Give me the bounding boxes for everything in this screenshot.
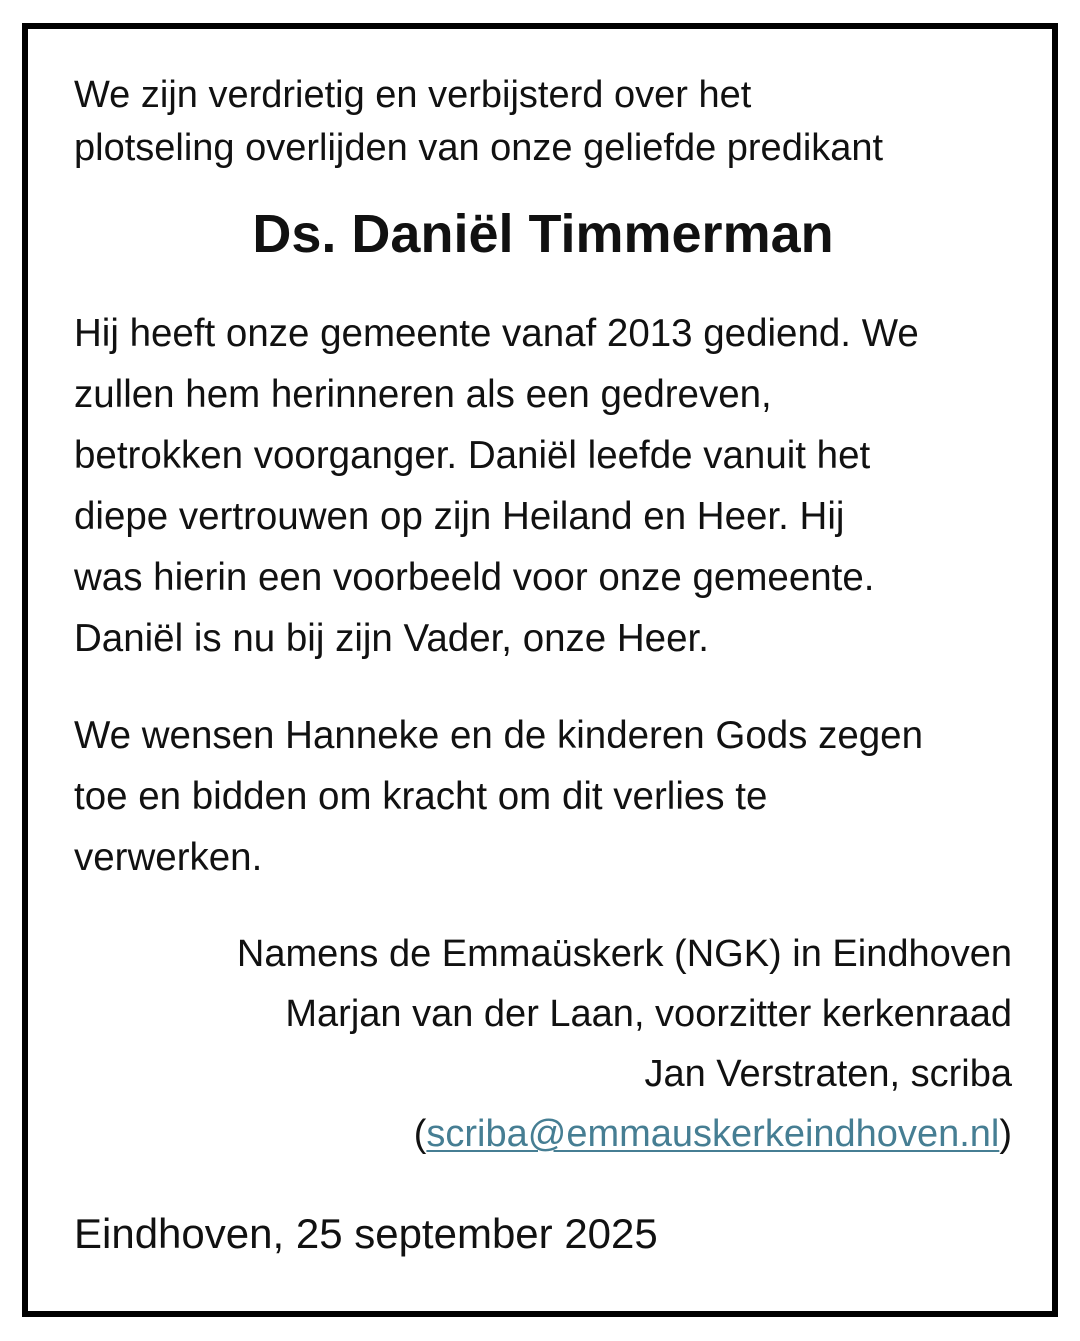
paragraph-line: Daniël is nu bij zijn Vader, onze Heer.	[74, 617, 709, 660]
paragraph-line: toe en bidden om kracht om dit verlies te	[74, 775, 768, 818]
paragraph-line: zullen hem herinneren als een gedreven,	[74, 373, 772, 416]
paragraph-line: was hierin een voorbeeld voor onze gemeente.	[74, 556, 875, 599]
signature-block	[74, 924, 1012, 1164]
intro-line: We zijn verdrietig en verbijsterd over het	[74, 74, 752, 116]
notice-content	[74, 69, 1012, 1262]
intro-line: plotseling overlijden van onze geliefde predikant	[74, 127, 884, 169]
condolence-paragraph	[74, 705, 1012, 888]
notice-frame	[22, 23, 1058, 1317]
paragraph-line: We wensen Hanneke en de kinderen Gods zegen	[74, 714, 923, 757]
tribute-paragraph	[74, 303, 1012, 669]
deceased-name: Ds. Daniël Timmerman	[252, 204, 834, 264]
signature-church: Namens de Emmaüskerk (NGK) in Eindhoven	[236, 933, 1012, 975]
email-link[interactable]: scriba@emmauskerkeindhoven.nl	[426, 1113, 1000, 1155]
intro-text	[74, 69, 1012, 175]
signature-chair: Marjan van der Laan, voorzitter kerkenraad	[285, 993, 1012, 1035]
dateline: Eindhoven, 25 september 2025	[74, 1210, 658, 1257]
signature-email-line	[74, 1104, 1012, 1164]
signature-scribe: Jan Verstraten, scriba	[644, 1053, 1012, 1095]
paragraph-line: Hij heeft onze gemeente vanaf 2013 gediend. We	[74, 312, 919, 355]
paragraph-line: verwerken.	[74, 836, 263, 879]
email-open-paren: (	[413, 1113, 427, 1155]
paragraph-line: diepe vertrouwen op zijn Heiland en Heer. Hij	[74, 495, 845, 538]
email-close-paren: )	[999, 1113, 1012, 1155]
paragraph-line: betrokken voorganger. Daniël leefde vanuit het	[74, 434, 871, 477]
